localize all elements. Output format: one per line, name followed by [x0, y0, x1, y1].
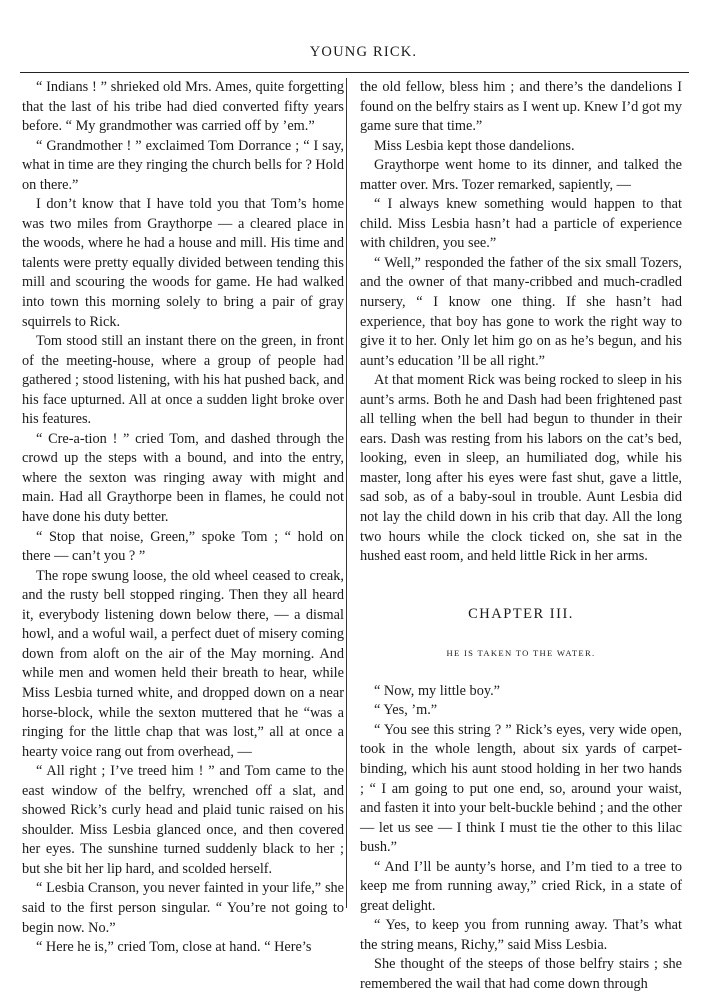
- right-column: [360, 78, 682, 995]
- paragraph: “ Yes, ’m.”: [374, 702, 438, 719]
- chapter-subtitle: HE IS TAKEN TO THE WATER.: [446, 648, 596, 659]
- chapter-title: CHAPTER III.: [468, 605, 574, 622]
- paragraph: “ You see this string ? ” Rick’s eyes, very wide open, took in the whole length, about six yards of carpet-binding, which his aunt stood holding in her two hands ; “ I am going to put one end, so, around your waist, and fasten it into your belt-buckle behind ; and the other — let us see — I think I must tie the other to this lilac bush.”: [360, 721, 682, 856]
- paragraph: “ I always knew something would happen to that child. Miss Lesbia hasn’t had a particle of experience with children, you see.”: [360, 196, 682, 252]
- paragraph: “ And I’ll be aunty’s horse, and I’m tied to a tree to keep me from running away,” cried Rick, in a state of great delight.: [360, 858, 682, 914]
- paragraph: “ Lesbia Cranson, you never fainted in your life,” she said to the first person singular. “ You’re not going to begin now. No.”: [22, 880, 344, 936]
- paragraph: “ Stop that noise, Green,” spoke Tom ; “ hold on there — can’t you ? ”: [22, 528, 344, 565]
- paragraph: “ Indians ! ” shrieked old Mrs. Ames, quite forgetting that the last of his tribe had died converted fifty years before. “ My grandmother was carried off by ’em.”: [22, 79, 344, 135]
- paragraph: I don’t know that I have told you that Tom’s home was two miles from Graythorpe — a cleared place in the woods, where he had a house and mill. His time and talents were pretty equally divided between tending this mill and scouring the woods for game. He had walked into town this morning solely to bring a pair of gray squirrels to Rick.: [22, 196, 344, 330]
- paragraph: “ Here he is,” cried Tom, close at hand. “ Here’s: [36, 939, 312, 956]
- paragraph: The rope swung loose, the old wheel ceased to creak, and the rusty bell stopped ringing. Then they all heard it, everybody listening down below there, — a dismal howl, and a woful wail, a perfect duet of misery coming down from aloft on the air of the May morning. And while men and women held their breath to hear, while Miss Lesbia turned white, and dropped down on a near horse-block, while the sexton muttered that he “was a ringing for the little chap that was lost,” all at once a hearty voice rang out from overhead, —: [22, 567, 344, 760]
- paragraph: “ Grandmother ! ” exclaimed Tom Dorrance ; “ I say, what in time are they ringing the church bells for ? Hold on there.”: [22, 137, 344, 193]
- column-divider: [346, 78, 347, 908]
- paragraph: At that moment Rick was being rocked to sleep in his aunt’s arms. Both he and Dash had been frightened past all telling when the bell had begun to thunder in their ears. Dash was resting from his labors on the cat’s bed, looking, even in sleep, an humiliated dog, while his master, long after his eyes were fast shut, gave a little, sad sob, as of a baby-soul in trouble. Aunt Lesbia did not lay the child down in his crib that day. All the long two hours while the clock ticked on, she sat in the hushed east room, and held little Rick in her arms.: [360, 372, 682, 565]
- paragraph: Miss Lesbia kept those dandelions.: [374, 137, 575, 154]
- header-rule: [20, 72, 689, 73]
- paragraph: “ Now, my little boy.”: [374, 682, 500, 699]
- paragraph: Graythorpe went home to its dinner, and talked the matter over. Mrs. Tozer remarked, sapiently, —: [360, 157, 682, 193]
- running-head: YOUNG RICK.: [309, 44, 418, 60]
- paragraph: “ Cre-a-tion ! ” cried Tom, and dashed through the crowd up the steps with a bound, and into the entry, where the sexton was ringing away with might and main. Had all Graythorpe been in flames, he could not have done his duty better.: [22, 430, 344, 526]
- paragraph: “ Well,” responded the father of the six small Tozers, and the owner of that many-cribbed and much-cradled nursery, “ I know one thing. If she hasn’t had experience, that boy has gone to work the right way to give it to her. Only let him go on as he’s begun, and his aunt’s education ’ll be all right.”: [360, 254, 682, 369]
- paragraph: She thought of the steeps of those belfry stairs ; she remembered the wail that had come down through: [360, 956, 682, 992]
- left-column: [22, 78, 344, 958]
- paragraph: “ All right ; I’ve treed him ! ” and Tom came to the east window of the belfry, wrenched off a slat, and showed Rick’s curly head and plaid tunic raised on his shoulder. Miss Lesbia glanced once, and then covered her eyes. The sunshine turned suddenly black to her ; but she bit her lip hard, and scolded herself.: [22, 763, 344, 877]
- paragraph: “ Yes, to keep you from running away. That’s what the string means, Richy,” said Miss Lesbia.: [360, 917, 682, 953]
- paragraph: the old fellow, bless him ; and there’s the dandelions I found on the belfry stairs as I went up. Knew I’d got my game sure that time.”: [360, 79, 683, 135]
- paragraph: Tom stood still an instant there on the green, in front of the meeting-house, where a group of people had gathered ; stood listening, with his hat pushed back, and his face upturned. All at once a sudden light broke over his features.: [22, 333, 344, 428]
